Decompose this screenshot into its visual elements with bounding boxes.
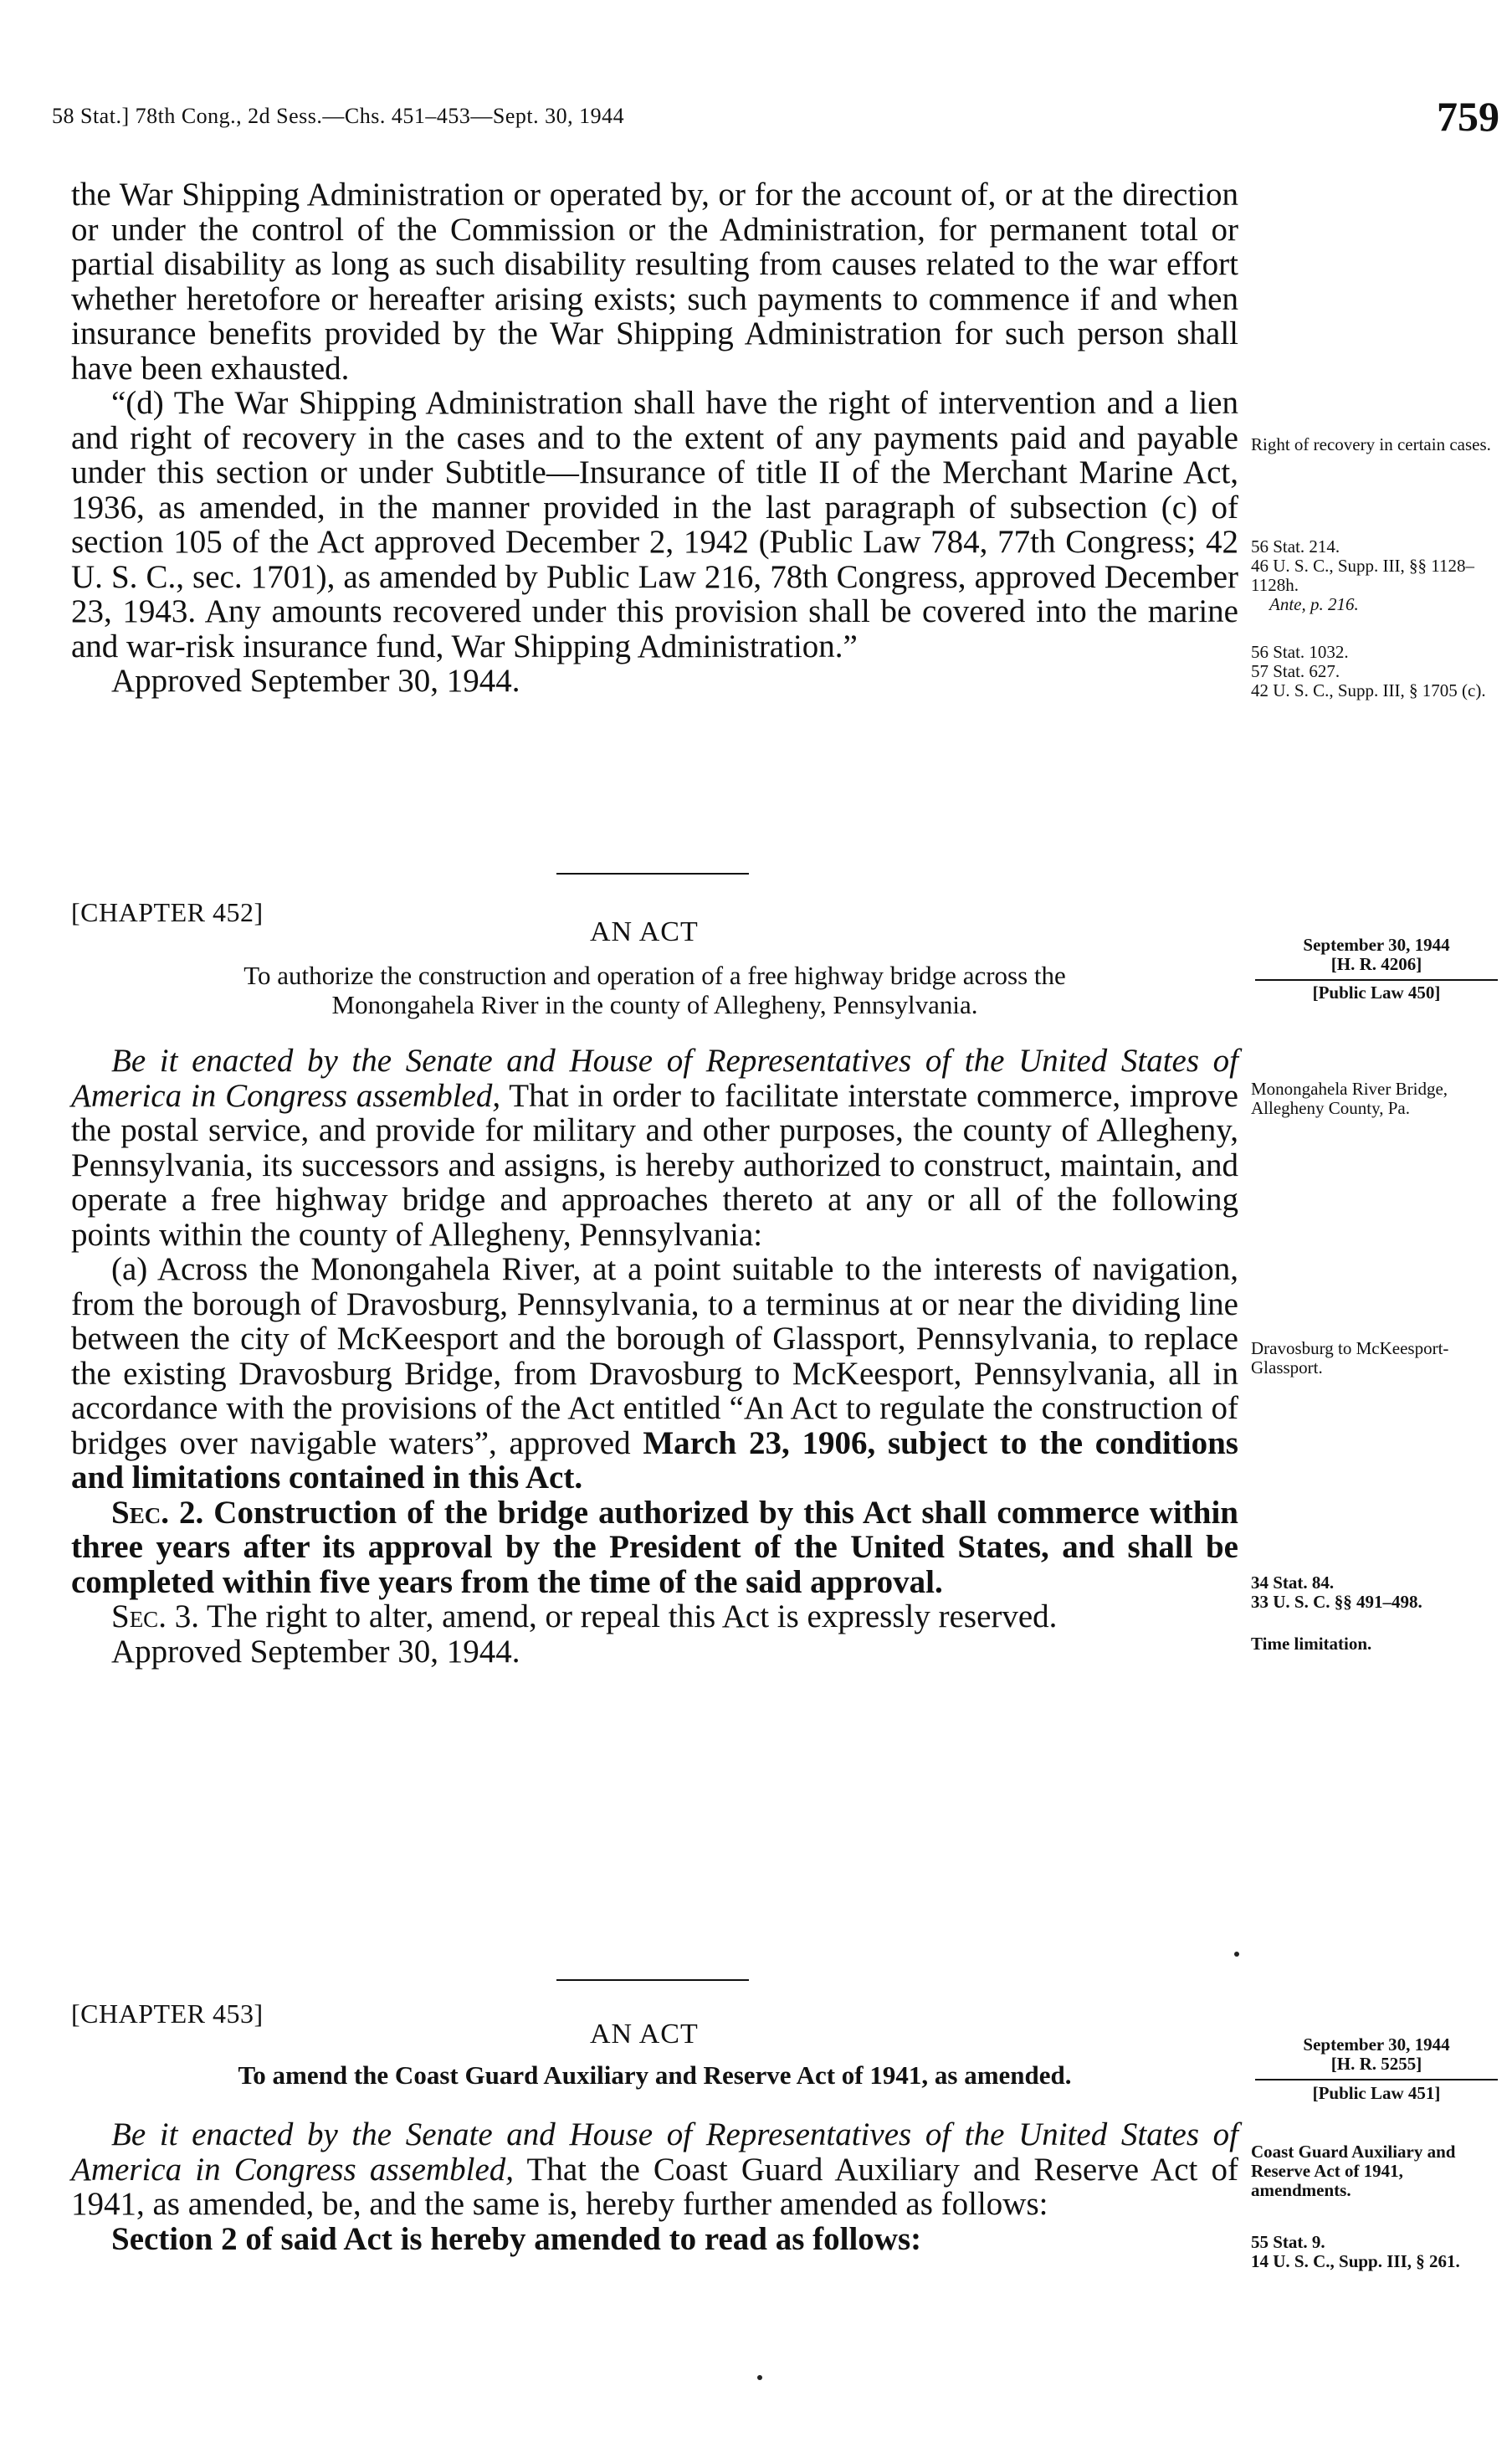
ch453-section-2: Section 2 of said Act is hereby amended to read as follows: [111, 2220, 922, 2257]
ch452-enacting-italic: Be it enacted by the Senate and House of Representatives of the United States of America in Congress assembled, [71, 1043, 1238, 1114]
running-head-citation: 58 Stat.] 78th Cong., 2d Sess.—Chs. 451–453—Sept. 30, 1944 [52, 104, 625, 128]
ch452-bill: [H. R. 4206] [1330, 954, 1422, 974]
ch453-margin-title: Coast Guard Auxiliary and Reserve Act of 1941, amendments. [1251, 2142, 1456, 2200]
ch453-bill: [H. R. 5255] [1330, 2054, 1422, 2074]
ch452-margin-dravosburg: Dravosburg to McKeesport-Glassport. [1251, 1338, 1449, 1378]
ch452-date: September 30, 1944 [1303, 935, 1450, 955]
ch453-title: To amend the Coast Guard Auxiliary and Reserve Act of 1941, as amended. [238, 2060, 1072, 2090]
ch452-margin-bridge: Monongahela River Bridge, Allegheny County, Pa. [1251, 1079, 1448, 1118]
divider-rule-453 [556, 1979, 749, 1981]
ch452-public-law: [Public Law 450] [1312, 982, 1441, 1003]
divider-rule-452 [556, 873, 749, 875]
ch452-subsection-a [71, 1252, 1238, 1496]
ch453-enacting-italic: Be it enacted by the Senate and House of Representatives of the United States of America in Congress assembled, [71, 2116, 1238, 2188]
ch453-enacting-clause [71, 2117, 1238, 2222]
ch453-margin-date-block [1251, 2035, 1502, 2074]
margin-note-right-of-recovery: Right of recovery in certain cases. [1251, 434, 1491, 454]
ch453-margin-cite-b: 14 U. S. C., Supp. III, § 261. [1251, 2251, 1460, 2271]
ch452-chapter-label: [CHAPTER 452] [71, 897, 264, 927]
ch452-enacting-clause [71, 1044, 1238, 1252]
ch452-public-law-block [1251, 983, 1502, 1003]
ch453-body [71, 2117, 1238, 2256]
ch452-margin-rule [1255, 979, 1498, 981]
ch452-a-bold: March 23, 1906, subject to the conditions and limitations contained in this Act. [71, 1424, 1238, 1496]
margin-cite-2a: 56 Stat. 1032. [1251, 642, 1349, 662]
ch451-paragraph-d: “(d) The War Shipping Administration shall have the right of intervention and a lien and right of recovery in the cases and to the extent of any payments paid and payable under this section or under Subtitle—Insurance of title II of the Merchant Marine Act, 1936, as amended, in the manner provided in the last paragraph of subsection (c) of section 105 of the Act approved December 2, 1942 (Public Law 784, 77th Congress; 42 U. S. C., sec. 1701), as amended by Public Law 216, 78th Congress, approved December 23, 1943. Any amounts recovered under this provision shall be covered into the marine and war-risk insurance fund, War Shipping Administration.” [71, 385, 1238, 664]
ch453-date: September 30, 1944 [1303, 2034, 1450, 2055]
margin-cite-1c: Ante, p. 216. [1269, 594, 1359, 614]
margin-note-citation-2 [1251, 643, 1502, 700]
ch452-section-2 [71, 1496, 1238, 1600]
running-head [52, 93, 1499, 141]
ch452-margin-cite-b: 33 U. S. C. §§ 491–498. [1251, 1592, 1422, 1612]
ch452-section-3 [71, 1599, 1238, 1634]
ch452-title-line-2: Monongahela River in the county of Allegheny, Pennsylvania. [331, 990, 978, 1019]
ch452-a-text: (a) Across the Monongahela River, at a point suitable to the interests of navigation, from the borough of Dravosburg, Pennsylvania, to a terminus at or near the dividing line between the city of McKeesport and the borough of Glassport, Pennsylvania, to replace the existing Dravosburg Bridge, from Dravosburg to McKeesport, Pennsylvania, all in accordance with the provisions of the Act entitled “An Act to regulate the construction of bridges over navigable waters”, approved [71, 1251, 1238, 1461]
ch452-margin-cite-a: 34 Stat. 84. [1251, 1573, 1335, 1593]
ch451-approved: Approved September 30, 1944. [111, 663, 520, 699]
ch452-enacting-rest: That in order to facilitate interstate commerce, improve the postal service, and provide for military and other purposes, the county of Allegheny, Pennsylvania, its successors and assigns, is hereby authorized to construct, maintain, and operate a free highway bridge and approaches thereto at any or all of the following points within the county of Allegheny, Pennsylvania: [71, 1077, 1238, 1253]
ch452-margin-time-limitation: Time limitation. [1251, 1634, 1372, 1654]
ch453-public-law: [Public Law 451] [1312, 2083, 1441, 2103]
margin-cite-1a: 56 Stat. 214. [1251, 536, 1340, 557]
ch452-sec2-text: Construction of the bridge authorized by this Act shall commerce within three years after its approval by the President of the United States, and shall be completed within five years from the time of the said approval. [71, 1494, 1238, 1600]
ch452-margin-citation [1251, 1573, 1502, 1612]
scan-speck [1234, 1952, 1239, 1957]
ch453-enacting-rest: That the Coast Guard Auxiliary and Reserve Act of 1941, as amended, be, and the same is, hereby further amended as follows: [71, 2151, 1238, 2222]
ch452-body [71, 1044, 1238, 1669]
ch452-sec3-text: The right to alter, amend, or repeal this Act is expressly reserved. [198, 1598, 1058, 1634]
margin-note-citation-1 [1251, 537, 1502, 614]
ch453-public-law-block [1251, 2084, 1502, 2103]
page-number: 759 [1437, 93, 1499, 140]
ch453-margin-citation [1251, 2233, 1502, 2271]
ch452-approved: Approved September 30, 1944. [111, 1633, 520, 1670]
scan-speck [757, 2375, 762, 2380]
ch453-margin-cite-a: 55 Stat. 9. [1251, 2232, 1325, 2252]
ch452-sec2-label: Sec. 2. [111, 1494, 204, 1531]
ch452-an-act: AN ACT [590, 916, 699, 947]
ch451-paragraph-1: the War Shipping Administration or operated by, or for the account of, or at the direction or under the control of the Commission or the Administration, for permanent total or partial disability as long as such disability resulting from causes related to the war effort whether heretofore or hereafter arising exists; such payments to commence if and when insurance benefits provided by the War Shipping Administration for such person shall have been exhausted. [71, 177, 1238, 387]
margin-cite-2b: 57 Stat. 627. [1251, 661, 1340, 681]
margin-cite-1b: 46 U. S. C., Supp. III, §§ 1128–1128h. [1251, 556, 1474, 595]
ch451-continuation [71, 177, 1238, 699]
ch452-title-line-1: To authorize the construction and operation of a free highway bridge across the [243, 961, 1066, 990]
ch453-chapter-label: [CHAPTER 453] [71, 1998, 264, 2029]
ch452-margin-date-block [1251, 936, 1502, 974]
ch453-margin-rule [1255, 2079, 1498, 2080]
ch453-an-act: AN ACT [590, 2019, 699, 2050]
ch452-sec3-label: Sec. 3. [111, 1598, 199, 1634]
margin-cite-2c: 42 U. S. C., Supp. III, § 1705 (c). [1251, 680, 1486, 700]
